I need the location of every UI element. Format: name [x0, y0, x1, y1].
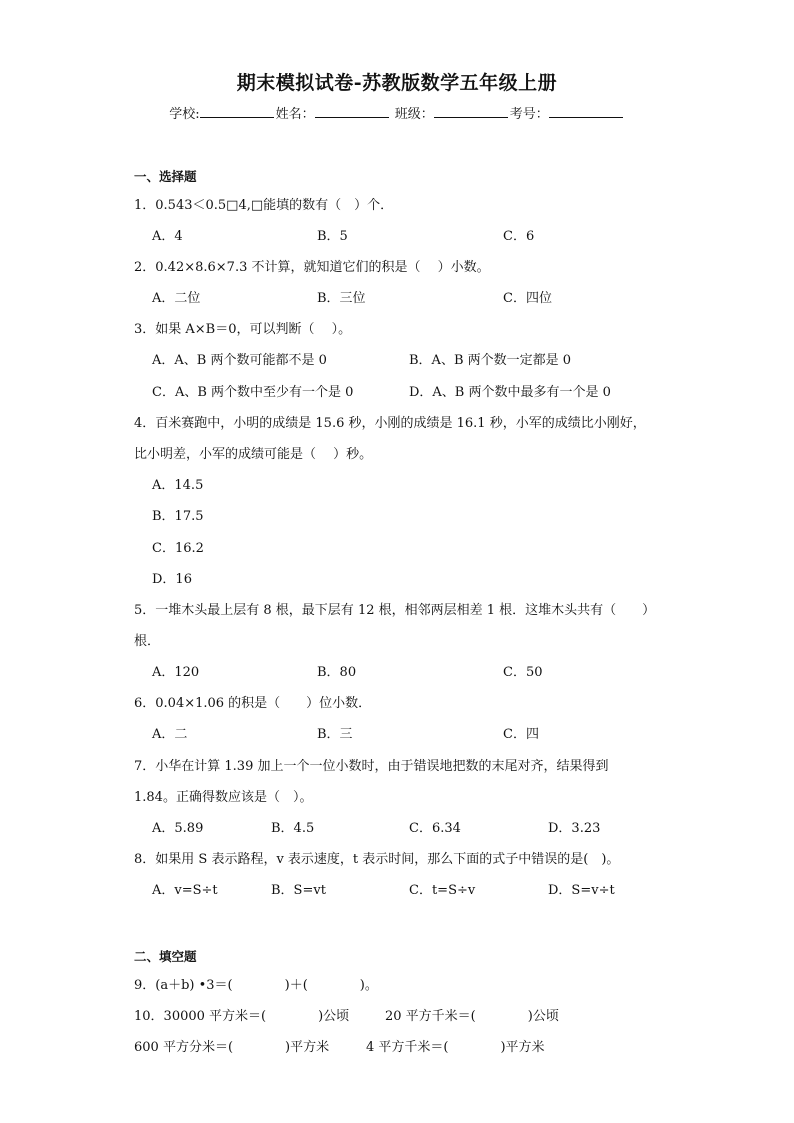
q5-option-b: B．80 [317, 665, 357, 680]
page-title: 期末模拟试卷-苏教版数学五年级上册 [236, 72, 558, 94]
school-label: 学校: [169, 107, 200, 122]
name-label: 姓名： [275, 107, 315, 122]
q3-stem: 3．如果 A×B＝0，可以判断（ ）。 [134, 322, 352, 337]
q7-option-d: D．3.23 [548, 821, 601, 836]
q2-option-b: B．三位 [317, 291, 366, 306]
q6-option-a: A．二 [152, 727, 188, 742]
q10-part2: 20 平方千米＝( )公顷 [385, 1009, 559, 1024]
q8-option-c: C．t=S÷v [409, 883, 476, 898]
q4-option-a: A．14.5 [152, 478, 204, 493]
q2-stem: 2．0.42×8.6×7.3 不计算，就知道它们的积是（ ）小数。 [134, 260, 490, 275]
q7-option-a: A．5.89 [152, 821, 204, 836]
q5-option-a: A．120 [152, 665, 200, 680]
class-label: 班级： [394, 107, 434, 122]
q4-stem-line1: 4．百米赛跑中，小明的成绩是 15.6 秒，小刚的成绩是 16.1 秒，小军的成绩比小刚好， [134, 416, 646, 431]
q3-option-c: C．A、B 两个数中至少有一个是 0 [152, 385, 354, 400]
q9-stem: 9．(a＋b) •3＝( )＋( )。 [134, 978, 378, 993]
q6-option-c: C．四 [503, 727, 539, 742]
q3-option-a: A．A、B 两个数可能都不是 0 [152, 353, 327, 368]
class-blank [434, 105, 508, 118]
q5-stem-line2: 根． [134, 634, 161, 649]
section-heading-choice: 一、选择题 [134, 169, 197, 184]
q6-option-b: B．三 [317, 727, 353, 742]
q4-stem-line2: 比小明差，小军的成绩可能是（ ）秒。 [134, 447, 373, 462]
exam-no-label: 考号： [509, 107, 549, 122]
q7-stem-line2: 1.84。正确得数应该是（ ）。 [134, 790, 313, 805]
q7-option-c: C．6.34 [409, 821, 461, 836]
q1-stem: 1．0.543＜0.5□4,□能填的数有（ ）个． [134, 198, 394, 213]
q6-stem: 6．0.04×1.06 的积是（ ）位小数． [134, 696, 372, 711]
section-heading-fill: 二、填空题 [134, 949, 197, 964]
q10-part3: 600 平方分米＝( )平方米 [134, 1040, 330, 1055]
name-blank [315, 105, 389, 118]
exam-no-blank [549, 105, 623, 118]
q7-option-b: B．4.5 [271, 821, 315, 836]
q4-option-c: C．16.2 [152, 541, 204, 556]
q5-stem-line1: 5．一堆木头最上层有 8 根，最下层有 12 根，相邻两层相差 1 根．这堆木头共有（ ） [134, 603, 656, 618]
q3-option-d: D．A、B 两个数中最多有一个是 0 [409, 385, 611, 400]
q1-option-a: A．4 [152, 229, 183, 244]
q10-part4: 4 平方千米＝( )平方米 [366, 1040, 545, 1055]
q3-option-b: B．A、B 两个数一定都是 0 [409, 353, 572, 368]
q8-option-a: A．v=S÷t [152, 883, 218, 898]
q5-option-c: C．50 [503, 665, 543, 680]
q4-option-d: D．16 [152, 572, 192, 587]
q10-part1: 10．30000 平方米＝( )公顷 [134, 1009, 350, 1024]
q1-option-b: B．5 [317, 229, 348, 244]
student-info-row [0, 103, 794, 122]
q1-option-c: C．6 [503, 229, 535, 244]
q8-option-d: D．S=v÷t [548, 883, 615, 898]
q8-option-b: B．S=vt [271, 883, 326, 898]
school-blank [200, 105, 274, 118]
q2-option-c: C．四位 [503, 291, 552, 306]
q2-option-a: A．二位 [152, 291, 201, 306]
q7-stem-line1: 7．小华在计算 1.39 加上一个一位小数时，由于错误地把数的末尾对齐，结果得到 [134, 759, 609, 774]
q4-option-b: B．17.5 [152, 509, 204, 524]
q8-stem: 8．如果用 S 表示路程，v 表示速度，t 表示时间，那么下面的式子中错误的是( )。 [134, 852, 620, 867]
